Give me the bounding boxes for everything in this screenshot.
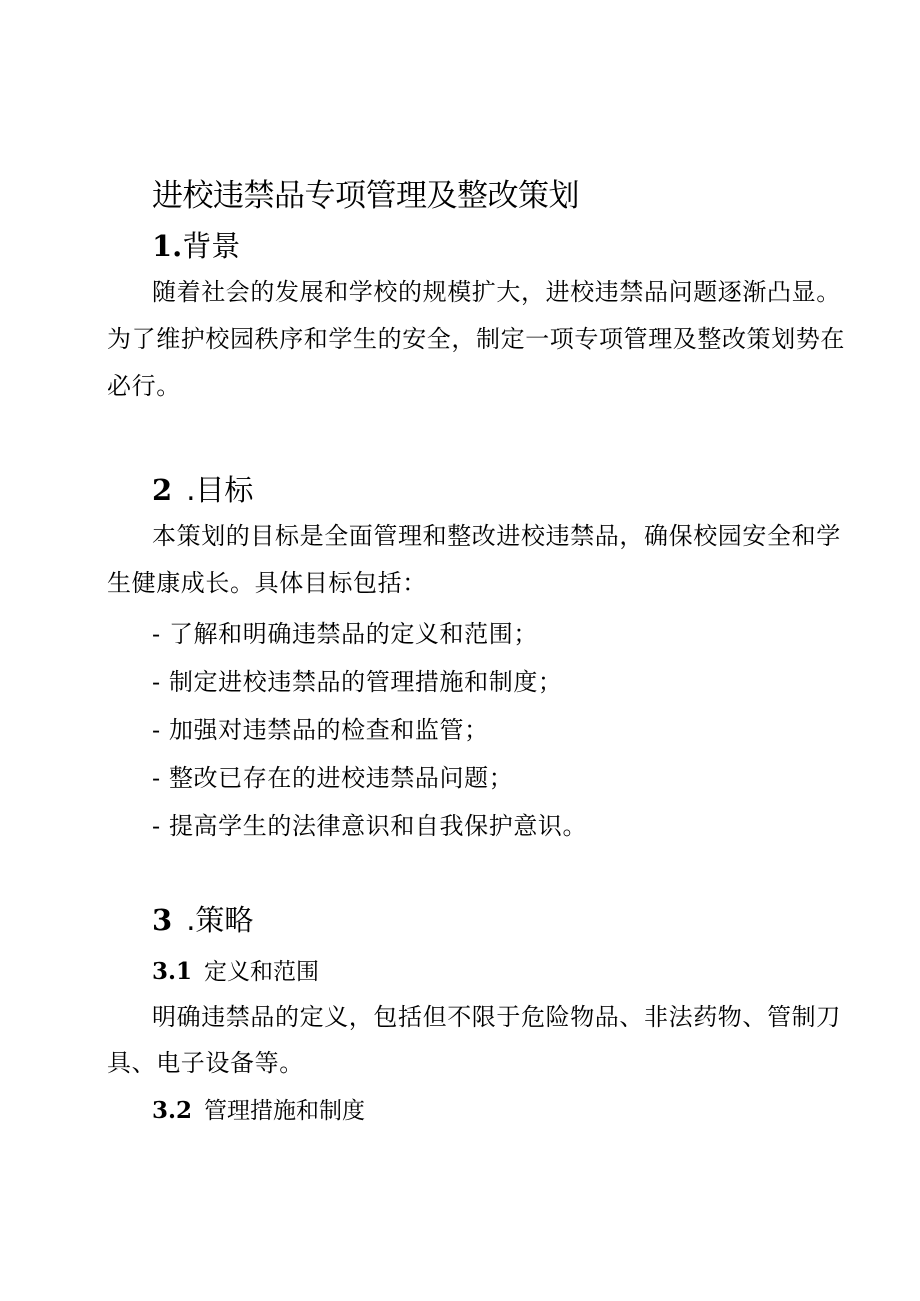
section-heading-goals	[152, 468, 253, 509]
subsection-heading-text: 管理措施和制度	[204, 1098, 366, 1124]
section-heading-background	[152, 224, 240, 265]
section-heading-text: .策略	[186, 903, 254, 937]
paragraph-line: 随着社会的发展和学校的规模扩大，进校违禁品问题逐渐凸显。	[152, 278, 841, 306]
paragraph-line: 生健康成长。具体目标包括：	[107, 569, 427, 597]
paragraph-line: 为了维护校园秩序和学生的安全，制定一项专项管理及整改策划势在	[107, 325, 845, 353]
subsection-number: 3.2	[152, 1097, 193, 1124]
list-item: - 提高学生的法律意识和自我保护意识。	[152, 812, 588, 840]
list-item: - 加强对违禁品的检查和监管；	[152, 716, 489, 744]
section-heading-text: .目标	[186, 473, 254, 507]
list-item: - 整改已存在的进校违禁品问题；	[152, 764, 514, 792]
paragraph-line: 必行。	[107, 372, 181, 400]
section-number: 3	[152, 903, 173, 937]
document-title: 进校违禁品专项管理及整改策划	[152, 178, 579, 214]
section-number: 2	[152, 473, 173, 507]
subsection-heading-definition	[152, 953, 319, 986]
subsection-heading-text: 定义和范围	[204, 959, 320, 985]
subsection-heading-management	[152, 1092, 365, 1125]
section-number: 1.	[152, 229, 183, 263]
paragraph-line: 具、电子设备等。	[107, 1049, 304, 1077]
paragraph-line: 本策划的目标是全面管理和整改进校违禁品，确保校园安全和学	[152, 522, 841, 550]
section-heading-text: 背景	[182, 229, 241, 263]
subsection-number: 3.1	[152, 958, 193, 985]
list-item: - 了解和明确违禁品的定义和范围；	[152, 620, 538, 648]
list-item: - 制定进校违禁品的管理措施和制度；	[152, 668, 563, 696]
section-heading-strategy	[152, 898, 253, 939]
paragraph-line: 明确违禁品的定义，包括但不限于危险物品、非法药物、管制刀	[152, 1003, 841, 1031]
